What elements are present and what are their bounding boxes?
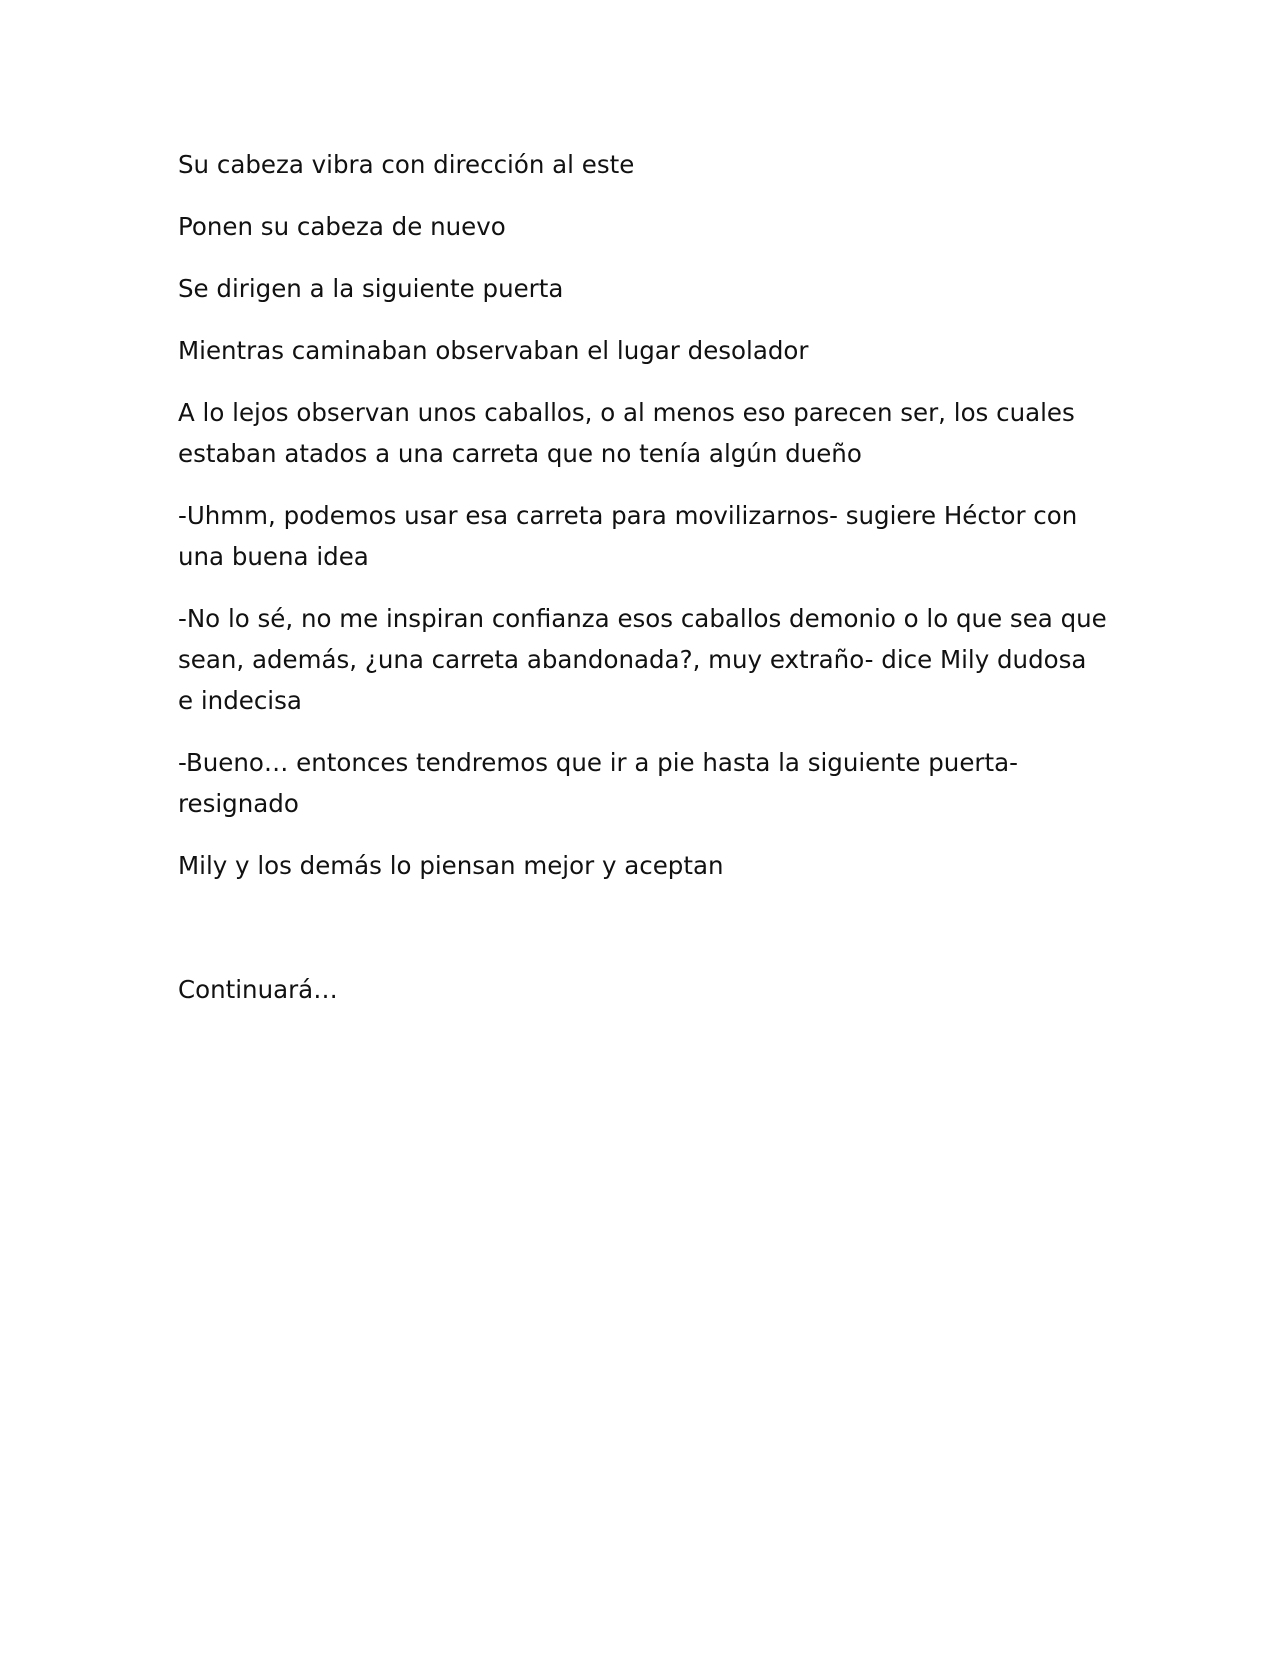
paragraph-7: -No lo sé, no me inspiran confianza esos caballos demonio o lo que sea que sean, además, ¿una carreta abandonada?, muy extraño- dice Mily dudosa e indecisa [178,604,1107,715]
paragraph-9: Mily y los demás lo piensan mejor y aceptan [178,851,724,880]
closing-text: Continuará… [178,975,338,1004]
paragraph-6: -Uhmm, podemos usar esa carreta para movilizarnos- sugiere Héctor con una buena idea [178,501,1078,571]
paragraph-3: Se dirigen a la siguiente puerta [178,274,564,303]
paragraph-4: Mientras caminaban observaban el lugar desolador [178,336,809,365]
paragraph-5: A lo lejos observan unos caballos, o al menos eso parecen ser, los cuales estaban atados a una carreta que no tenía algún dueño [178,398,1075,468]
blank-line [178,907,1108,969]
paragraph-2: Ponen su cabeza de nuevo [178,212,506,241]
document-body [178,144,1108,1031]
paragraph-1: Su cabeza vibra con dirección al este [178,150,635,179]
paragraph-8: -Bueno… entonces tendremos que ir a pie hasta la siguiente puerta-resignado [178,748,1018,818]
